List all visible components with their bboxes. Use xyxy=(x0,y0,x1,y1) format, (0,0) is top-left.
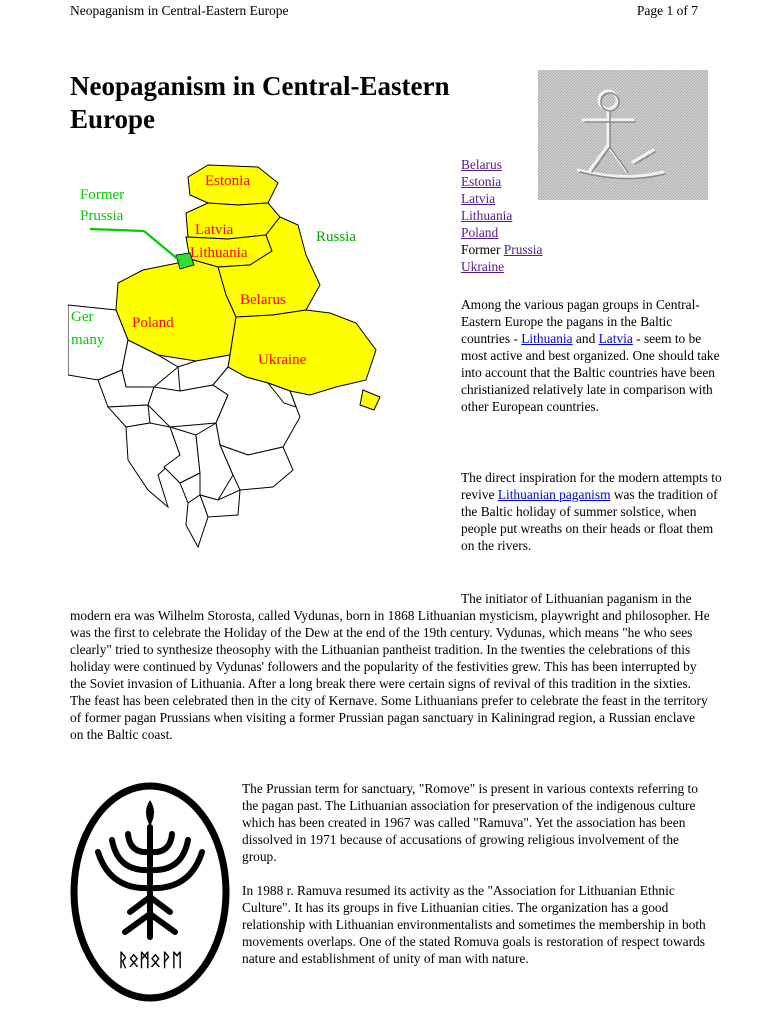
map-label-belarus: Belarus xyxy=(240,292,286,308)
paragraph-baltic-pagans xyxy=(461,296,723,415)
p1-text-2: and xyxy=(572,331,599,346)
country-link-list xyxy=(461,156,542,275)
emblem-runes: ᚱᛟᛗᛟᚹᛖ xyxy=(117,950,183,971)
link-latvia[interactable]: Latvia xyxy=(461,191,496,206)
crimea-region xyxy=(360,390,380,410)
map-label-prussia: Prussia xyxy=(80,208,124,224)
map-label-lithuania: Lithuania xyxy=(190,245,248,261)
page-title: Neopaganism in Central-Eastern Europe xyxy=(70,71,450,134)
paragraph-vydunas: The initiator of Lithuanian paganism in the modern era was Wilhelm Storosta, called Vydunas, born in 1868 Lithuanian mysticism, playwright and philosopher. He was the first to celebrate the Holiday of the Dew at the end of the 19th century. Vydunas, which means "he who sees clearly" tried to synthesize theosophy with the Lithuanian pantheist tradition. In the twenties the celebrations of this holiday were continued by Vydunas' followers and the popularity of the festivities grew. This has been interrupted by the Soviet invasion of Lithuania. After a long break there were certain signs of revival of this tradition in the sixties. The feast has been celebrated then in the city of Kernave. Some Lithuanians prefer to celebrate the feast in the territory of former pagan Prussians when visiting a former Prussian pagan sanctuary in Kaliningrad region, a Russian enclave on the Baltic coast. xyxy=(70,591,710,742)
link-poland[interactable]: Poland xyxy=(461,225,499,240)
map-label-estonia: Estonia xyxy=(205,173,250,189)
prussia-pointer-arrow xyxy=(144,231,180,261)
link-estonia[interactable]: Estonia xyxy=(461,174,502,189)
map-label-many: many xyxy=(71,332,105,348)
map-label-ger: Ger xyxy=(71,309,94,325)
map-label-ukraine: Ukraine xyxy=(258,352,307,368)
hungary-region xyxy=(148,385,228,427)
map-label-russia: Russia xyxy=(316,229,357,245)
p2-text-2: was the tradition of the Baltic holiday of summer solstice, when people put wreaths on their heads or float them on the rivers. xyxy=(461,487,718,553)
paragraph-ramuva-1988: In 1988 r. Ramuva resumed its activity as the "Association for Lithuanian Ethnic Culture". It has its groups in five Lithuanian cities. The organization has a good relationship with Lithuanian environmentalists and sometimes the membership in both movements overlaps. One of the stated Romuva goals is restoration of respect towards nature and establishment of unity of man with nature. xyxy=(242,883,706,966)
p2-text-1: The direct inspiration for the modern attempts to revive xyxy=(461,470,722,502)
former-prefix: Former xyxy=(461,242,504,257)
link-lithuanian-paganism[interactable]: Lithuanian paganism xyxy=(497,487,611,502)
link-lithuania[interactable]: Lithuania xyxy=(461,208,513,223)
petroglyph-image xyxy=(538,70,708,200)
prussia-pointer-line xyxy=(90,229,144,231)
link-lithuania-inline[interactable]: Lithuania xyxy=(521,331,573,346)
page-number: Page 1 of 7 xyxy=(636,3,698,18)
romuva-emblem-image xyxy=(70,782,230,1002)
map-label-former: Former xyxy=(80,187,125,203)
link-latvia-inline[interactable]: Latvia xyxy=(598,331,633,346)
link-belarus[interactable]: Belarus xyxy=(461,157,502,172)
link-ukraine[interactable]: Ukraine xyxy=(461,259,505,274)
page-header-title: Neopaganism in Central-Eastern Europe xyxy=(70,3,289,18)
link-prussia[interactable]: Prussia xyxy=(503,242,543,257)
central-eastern-europe-map xyxy=(68,155,453,585)
map-label-latvia: Latvia xyxy=(195,222,234,238)
paragraph-romove: The Prussian term for sanctuary, "Romove" is present in various contexts referring to the pagan past. The Lithuanian association for preservation of the indigenous culture which has been created in 1967 was called "Ramuva". Yet the association has been dissolved in 1971 because of accusations of growing religious involvement of the group. xyxy=(242,781,698,864)
map-label-poland: Poland xyxy=(132,315,174,331)
p1-text-3: - seem to be most active and best organized. One should take into account that the Baltic countries have been christianized relatively late in comparison with other European countries. xyxy=(461,331,720,414)
paragraph-direct-inspiration xyxy=(461,469,723,554)
p1-text-1: Among the various pagan groups in Central-Eastern Europe the pagans in the Baltic countries - xyxy=(461,297,700,346)
